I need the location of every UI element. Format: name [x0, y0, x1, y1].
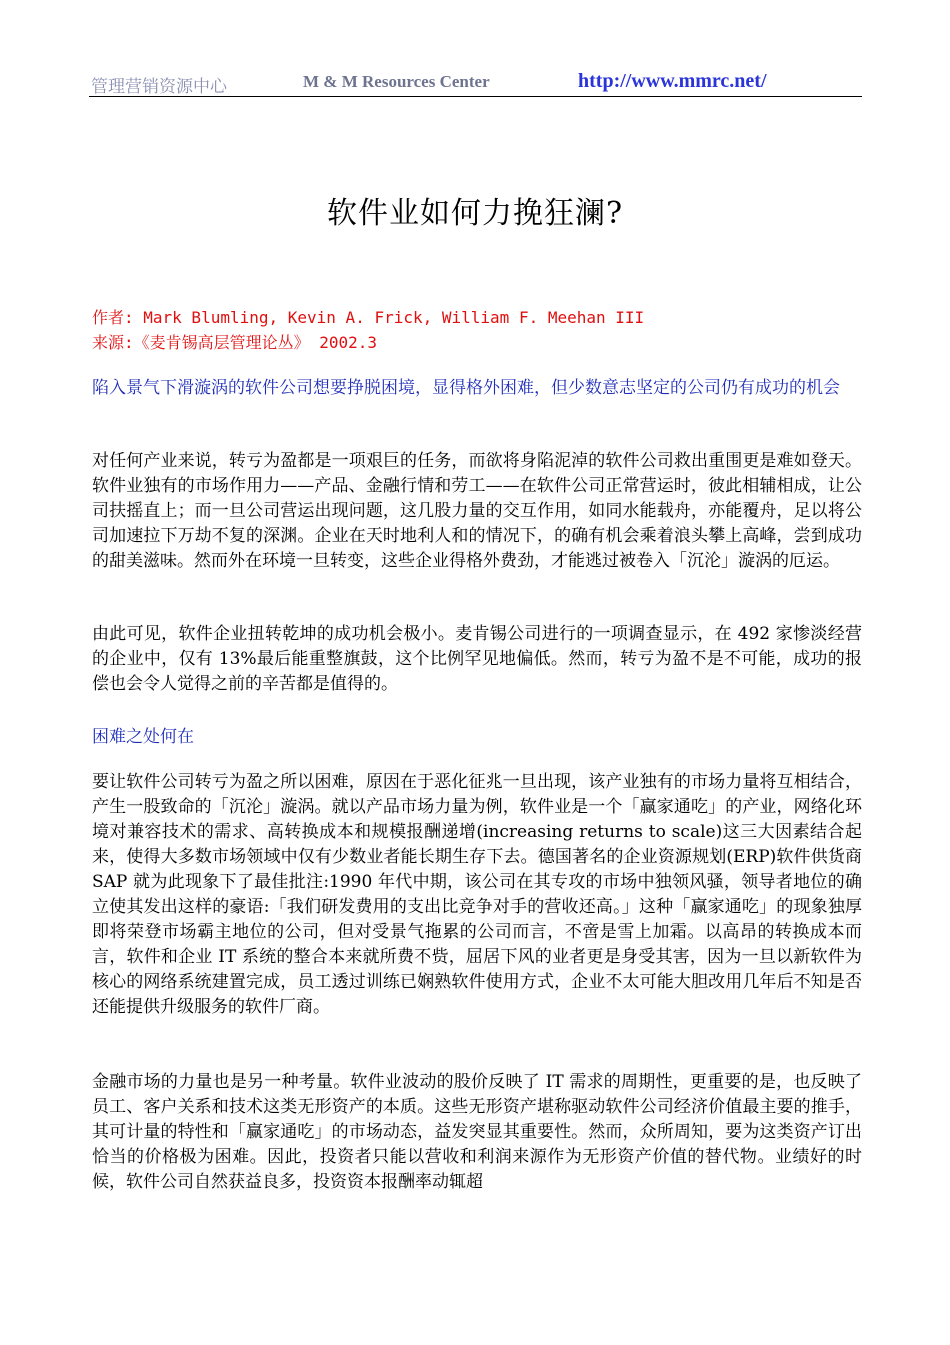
header-chinese-name: 管理营销资源中心	[91, 77, 227, 97]
article-lead: 陷入景气下滑漩涡的软件公司想要挣脱困境，显得格外困难，但少数意志坚定的公司仍有成功的机会	[92, 378, 840, 398]
source-line: 来源:《麦肯锡高层管理论丛》 2002.3	[92, 333, 378, 352]
header-english-name: M & M Resources Center	[303, 72, 490, 91]
page-header	[89, 70, 862, 97]
article-title: 软件业如何力挽狂澜?	[326, 196, 624, 231]
paragraph-2: 由此可见，软件企业扭转乾坤的成功机会极小。麦肯锡公司进行的一项调查显示，在 492 家惨淡经营的企业中，仅有 13%最后能重整旗鼓，这个比例罕见地偏低。然而，转亏为盈不是不可能，成功的报偿也会令人觉得之前的辛苦都是值得的。	[92, 624, 862, 694]
paragraph-4: 金融市场的力量也是另一种考量。软件业波动的股价反映了 IT 需求的周期性，更重要的是，也反映了员工、客户关系和技术这类无形资产的本质。这些无形资产堪称驱动软件公司经济价值最主要的推手，其可计量的特性和「赢家通吃」的市场动态，益发突显其重要性。然而，众所周知，要为这类资产订出恰当的价格极为困难。因此，投资者只能以营收和利润来源作为无形资产价值的替代物。业绩好的时候，软件公司自然获益良多，投资资本报酬率动辄超	[92, 1072, 862, 1192]
header-url-link[interactable]: http://www.mmrc.net/	[578, 70, 767, 92]
paragraph-1: 对任何产业来说，转亏为盈都是一项艰巨的任务，而欲将身陷泥淖的软件公司救出重围更是难如登天。软件业独有的市场作用力——产品、金融行情和劳工——在软件公司正常营运时，彼此相辅相成，让公司扶摇直上；而一旦公司营运出现问题，这几股力量的交互作用，如同水能载舟，亦能覆舟，足以将公司加速拉下万劫不复的深渊。企业在天时地利人和的情况下，的确有机会乘着浪头攀上高峰，尝到成功的甜美滋味。然而外在环境一旦转变，这些企业得格外费劲，才能逃过被卷入「沉沦」漩涡的厄运。	[92, 451, 862, 571]
author-line: 作者: Mark Blumling, Kevin A. Frick, William F. Meehan III	[92, 308, 645, 327]
paragraph-3: 要让软件公司转亏为盈之所以困难，原因在于恶化征兆一旦出现，该产业独有的市场力量将互相结合，产生一股致命的「沉沦」漩涡。就以产品市场力量为例，软件业是一个「赢家通吃」的产业，网络化环境对兼容技术的需求、高转换成本和规模报酬递增(increasing returns to scale)这三大因素结合起来，使得大多数市场领域中仅有少数业者能长期生存下去。德国著名的企业资源规划(ERP)软件供货商 SAP 就为此现象下了最佳批注:1990 年代中期，该公司在其专攻的市场中独领风骚，领导者地位的确立使其发出这样的豪语:「我们研发费用的支出比竞争对手的营收还高。」这种「赢家通吃」的现象独厚即将荣登市场霸主地位的公司，但对受景气拖累的公司而言，不啻是雪上加霜。以高昂的转换成本而言，软件和企业 IT 系统的整合本来就所费不赀，屈居下风的业者更是身受其害，因为一旦以新软件为核心的网络系统建置完成，员工透过训练已娴熟软件使用方式，企业不太可能大胆改用几年后不知是否还能提供升级服务的软件厂商。	[92, 772, 862, 1017]
section-heading: 困难之处何在	[92, 727, 194, 747]
